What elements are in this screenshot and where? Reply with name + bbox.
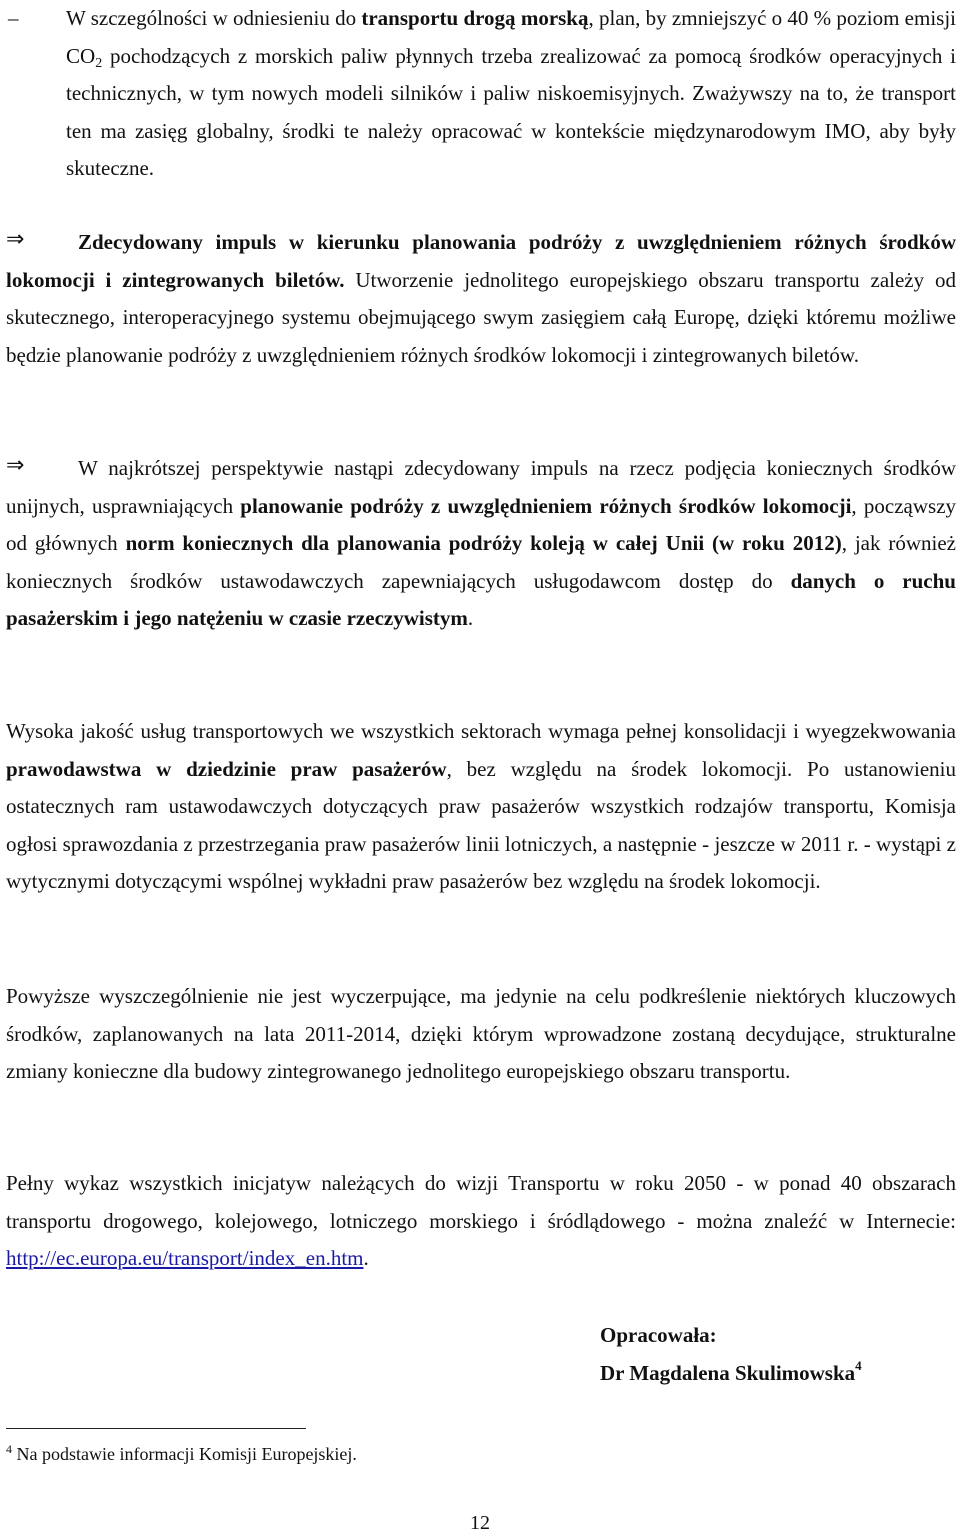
footnote-reference: 4	[855, 1358, 862, 1373]
summary-paragraph: Powyższe wyszczególnienie nie jest wyczerpujące, ma jedynie na celu podkreślenie niektórych kluczowych środków, zaplanowanych na lata 2011-2014, dzięki którym wprowadzone zostaną decydujące, strukturalne zmiany konieczne dla budowy zintegrowanego jednolitego europejskiego obszaru transportu.	[6, 984, 956, 1083]
eu-measures-paragraph: W najkrótszej perspektywie nastąpi zdecydowany impuls na rzecz podjęcia koniecznych środków unijnych, usprawniających planowanie podróży z uwzględnieniem różnych środków lokomocji, począwszy od głównych norm koniecznych dla planowania podróży koleją w całej Unii (w roku 2012), jak również koniecznych środków ustawodawczych zapewniających usługodawcom dostęp do danych o ruchu pasażerskim i jego natężeniu w czasie rzeczywistym.	[6, 456, 957, 630]
footnote-mark: 4	[6, 1442, 12, 1456]
passenger-rights-paragraph: Wysoka jakość usług transportowych we wszystkich sektorach wymaga pełnej konsolidacji i wyegzekwowania prawodawstwa w dziedzinie praw pasażerów, bez względu na środek lokomocji. Po ustanowieniu ostatecznych ram ustawodawczych dotyczących praw pasażerów wszystkich rodzajów transportu, Komisja ogłosi sprawozdania z przestrzegania praw pasażerów linii lotniczych, a następnie - jeszcze w 2011 r. - wystąpi z wytycznymi dotyczącymi wspólnej wykładni praw pasażerów bez względu na środek lokomocji.	[6, 719, 956, 893]
footnote: $^4$ Na podstawie informacji Komisji Europejskiej.	[6, 1442, 357, 1464]
right-arrow-icon: ⇒	[6, 453, 25, 478]
right-arrow-icon: ⇒	[6, 227, 25, 252]
signature-name: Dr Magdalena Skulimowska$^4$	[600, 1358, 862, 1385]
travel-planning-paragraph: Zdecydowany impuls w kierunku planowania podróży z uwzględnieniem różnych środków lokomocji i zintegrowanych biletów. Utworzenie jednolitego europejskiego obszaru transportu zależy od skutecznego, interoperacyjnego systemu obejmującego swym zasięgiem całą Europę, dzięki któremu możliwe będzie planowanie podróży z uwzględnieniem różnych środków lokomocji i zintegrowanych biletów.	[6, 230, 956, 367]
full-list-paragraph: Pełny wykaz wszystkich inicjatyw należących do wizji Transportu w roku 2050 - w ponad 40 obszarach transportu drogowego, kolejowego, lotniczego morskiego i śródlądowego - można znaleźć w Internecie: http://ec.europa.eu/transport/index_en.htm.	[6, 1171, 956, 1270]
page-number: 12	[470, 1512, 490, 1534]
transport-website-link[interactable]: http://ec.europa.eu/transport/index_en.htm	[6, 1246, 364, 1270]
footnote-separator	[6, 1428, 306, 1429]
signature-label: Opracowała:	[600, 1323, 717, 1347]
maritime-transport-paragraph: W szczególności w odniesieniu do transportu drogą morską, plan, by zmniejszyć o 40 % poziom emisji $CO_2$ pochodzących z morskich paliw płynnych trzeba zrealizować za pomocą środków operacyjnych i technicznych, w tym nowych modeli silników i paliw niskoemisyjnych. Zważywszy na to, że transport ten ma zasięg globalny, środki te należy opracować w kontekście międzynarodowym IMO, aby były skuteczne.	[66, 6, 957, 180]
dash-bullet: –	[8, 6, 19, 30]
